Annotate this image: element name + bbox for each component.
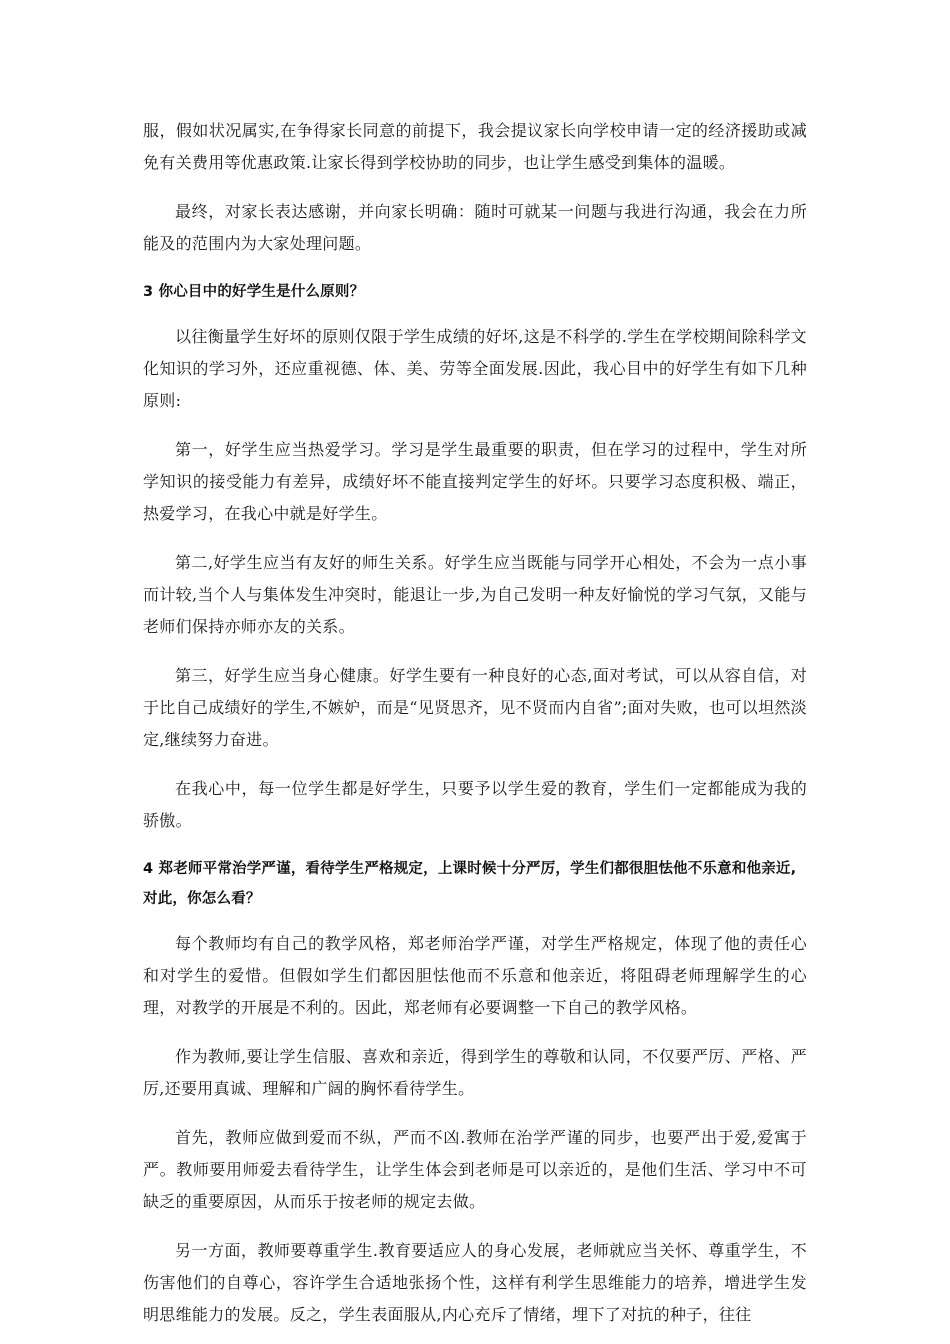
paragraph-conclusion-3: 在我心中，每一位学生都是好学生，只要予以学生爱的教育，学生们一定都能成为我的骄傲。	[143, 779, 807, 830]
paragraph-intro-criteria: 以往衡量学生好坏的原则仅限于学生成绩的好坏,这是不科学的.学生在学校期间除科学文化知识的学习外，还应重视德、体、美、劳等全面发展.因此，我心目中的好学生有如下几种原则:	[143, 327, 807, 410]
paragraph-answer-4-second: 另一方面，教师要尊重学生.教育要适应人的身心发展，老师就应当关怀、尊重学生，不伤害他们的自尊心，容许学生合适地张扬个性，这样有利学生思维能力的培养，增进学生发明思维能力的发展。反之，学生表面服从,内心充斥了情绪，埋下了对抗的种子，往往	[143, 1241, 807, 1324]
paragraph-criterion-1: 第一，好学生应当热爱学习。学习是学生最重要的职责，但在学习的过程中，学生对所学知识的接受能力有差异，成绩好坏不能直接判定学生的好坏。只要学习态度积极、端正，热爱学习，在我心中就是好学生。	[143, 440, 807, 523]
paragraph-answer-4-intro: 每个教师均有自己的教学风格，郑老师治学严谨，对学生严格规定，体现了他的责任心和对学生的爱惜。但假如学生们都因胆怯他而不乐意和他亲近，将阻碍老师理解学生的心理，对教学的开展是不利的。因此，郑老师有必要调整一下自己的教学风格。	[143, 934, 807, 1017]
paragraph-continuation: 服，假如状况属实,在争得家长同意的前提下，我会提议家长向学校申请一定的经济援助或减免有关费用等优惠政策.让家长得到学校协助的同步，也让学生感受到集体的温暖。	[143, 121, 807, 172]
paragraph-criterion-2: 第二,好学生应当有友好的师生关系。好学生应当既能与同学开心相处，不会为一点小事而计较,当个人与集体发生冲突时，能退让一步,为自己发明一种友好愉悦的学习气氛，又能与老师们保持亦师亦友的关系。	[143, 553, 807, 636]
paragraph-answer-4-teacher-role: 作为教师,要让学生信服、喜欢和亲近，得到学生的尊敬和认同，不仅要严厉、严格、严厉,还要用真诚、理解和广阔的胸怀看待学生。	[143, 1047, 807, 1098]
question-heading-4: 4 郑老师平常治学严谨，看待学生严格规定，上课时候十分严厉，学生们都很胆怯他不乐意和他亲近,对此，你怎么看？	[143, 861, 797, 907]
paragraph-closing-thanks: 最终，对家长表达感谢，并向家长明确：随时可就某一问题与我进行沟通，我会在力所能及的范围内为大家处理问题。	[143, 202, 807, 253]
question-heading-3: 3 你心目中的好学生是什么原则？	[143, 284, 365, 300]
paragraph-answer-4-first: 首先，教师应做到爱而不纵，严而不凶.教师在治学严谨的同步，也要严出于爱,爱寓于严。教师要用师爱去看待学生，让学生体会到老师是可以亲近的，是他们生活、学习中不可缺乏的重要原因，从而乐于按老师的规定去做。	[143, 1128, 807, 1211]
paragraph-criterion-3: 第三，好学生应当身心健康。好学生要有一种良好的心态,面对考试，可以从容自信，对于比自己成绩好的学生,不嫉妒，而是“见贤思齐，见不贤而内自省”;面对失败，也可以坦然淡定,继续努力奋进。	[143, 666, 807, 749]
